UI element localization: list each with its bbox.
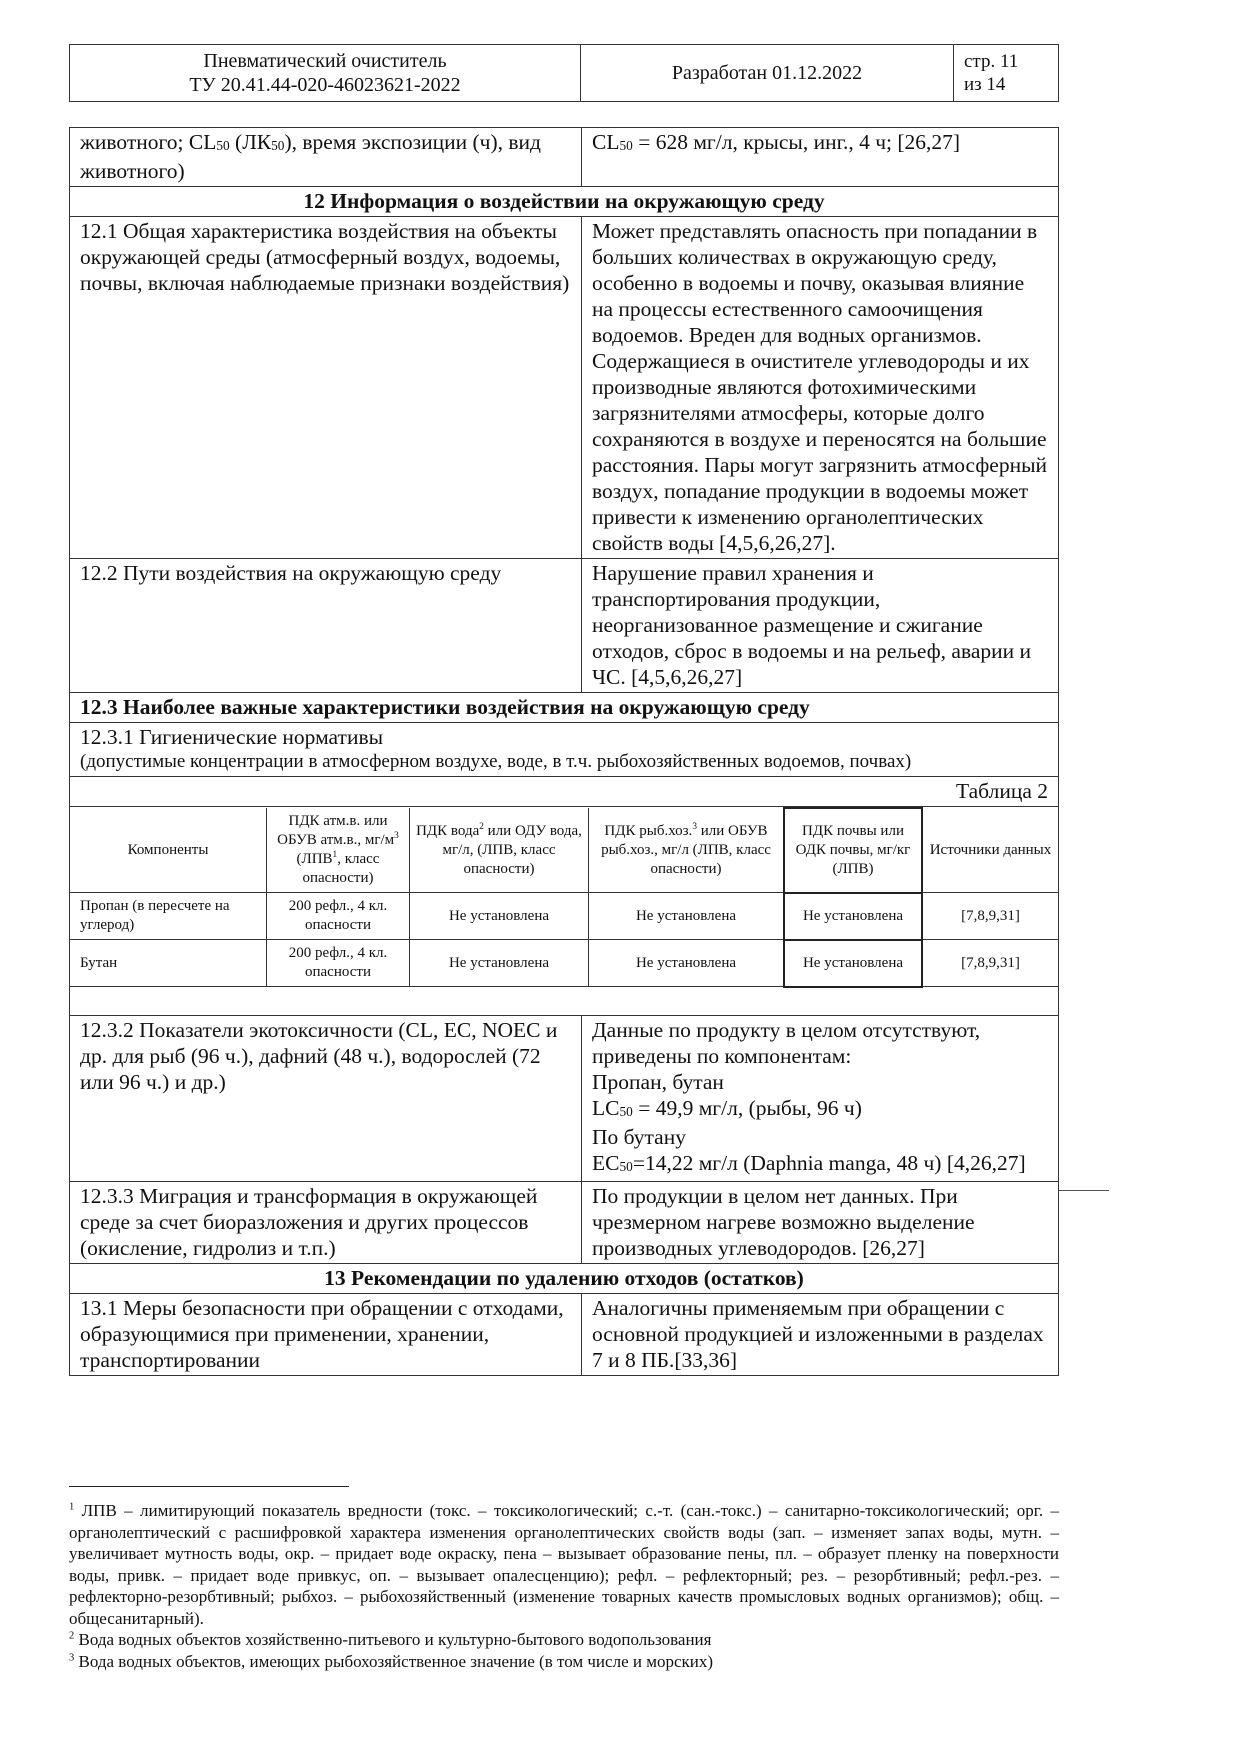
document-page <box>69 44 1059 1376</box>
cell-sources: [7,8,9,31] <box>922 893 1058 940</box>
row-value: Может представлять опасность при попадании в больших количествах в окружающую среду, особенно в водоемы и почву, оказывая влияние на процессы естественного самоочищения водоемов. Вреден для водных организмов. Содержащиеся в очистителе углеводороды и их производные являются фотохимическими загрязнителями атмосферы, которые долго сохраняются в воздухе и переносятся на большие расстояния. Пары могут загрязнить атмосферный воздух, попадание продукции в водоемы может привести к изменению органолептических свойств воды [4,5,6,26,27]. <box>582 217 1059 559</box>
section-heading-row <box>70 187 1059 217</box>
table-row <box>70 217 1059 559</box>
inner-header-row <box>70 808 1058 893</box>
header-page-number <box>954 45 1059 102</box>
header-title: Пневматический очиститель <box>203 50 447 72</box>
col-header-sources: Источники данных <box>922 808 1058 893</box>
section-12-heading: 12 Информация о воздействии на окружающую среду <box>70 187 1059 217</box>
header-spec: ТУ 20.41.44-020-46023621-2022 <box>189 74 461 96</box>
table-row <box>70 559 1059 693</box>
footnote-2: $^2$ Вода водных объектов хозяйственно-питьевого и культурно-бытового водопользования <box>69 1630 712 1649</box>
table-row <box>70 128 1059 187</box>
table-label: Таблица 2 <box>70 777 1059 807</box>
cell-fish-water: Не установлена <box>589 940 785 987</box>
cell-fish-water: Не установлена <box>589 893 785 940</box>
page-current: стр. 11 <box>964 51 1019 72</box>
sds-table <box>69 127 1059 1376</box>
section-heading-row <box>70 693 1059 723</box>
cell-air: 200 рефл., 4 кл. опасности <box>267 940 410 987</box>
cell-air: 200 рефл., 4 кл. опасности <box>267 893 410 940</box>
cell-sources: [7,8,9,31] <box>922 940 1058 987</box>
row-label: 12.3.3 Миграция и трансформация в окружающей среде за счет биоразложения и других процессов (окисление, гидролиз и т.п.) <box>70 1181 582 1263</box>
empty-spacer <box>70 988 1059 1016</box>
col-header-components: Компоненты <box>70 808 267 893</box>
hygiene-norms-table <box>70 807 1058 988</box>
row-value: Аналогичны применяемым при обращении с основной продукцией и изложенными в разделах 7 и 8 ПБ.[33,36] <box>582 1293 1059 1375</box>
header-title-cell <box>70 45 581 102</box>
col-header-fish-water: ПДК рыб.хоз.$^3$ или ОБУВ рыб.хоз., мг/л (ЛПВ, класс опасности) <box>589 808 785 893</box>
cell-component: Пропан (в пересчете на углерод) <box>70 893 267 940</box>
cell-water: Не установлена <box>410 893 589 940</box>
col-header-water: ПДК вода$^2$ или ОДУ вода, мг/л, (ЛПВ, класс опасности) <box>410 808 589 893</box>
footnote-3: $^3$ Вода водных объектов, имеющих рыбохозяйственное значение (в том числе и морских) <box>69 1651 714 1671</box>
section-13-heading: 13 Рекомендации по удалению отходов (остатков) <box>70 1263 1059 1293</box>
cell-component: Бутан <box>70 940 267 987</box>
table-row <box>70 1293 1059 1375</box>
inner-table-row <box>70 807 1059 988</box>
spacer-row <box>70 988 1059 1016</box>
col-header-air: ПДК атм.в. или ОБУВ атм.в., $мг/м^3$ (ЛПВ$^1$, класс опасности) <box>267 808 410 893</box>
subsection-note: (допустимые концентрации в атмосферном воздухе, воде, в т.ч. рыбохозяйственных водоемов, почвах) <box>80 751 912 772</box>
footnote-1: $^1$ ЛПВ – лимитирующий показатель вредности (токс. – токсикологический; с.-т. (сан.-токс.) – санитарно-токсикологический; орг. – органолептический с расшифровкой характера изменения органолептических свойств воды (зап. – изменяет запах воды, мутн. – увеличивает мутность воды, окр. – придает воде окраску, пена – вызывает образование пены, пл. – образует пленку на поверхности воды, привк. – придает воде привкус, оп. – вызывает опалесценцию); рефл. – рефлекторный; рез. – резорбтивный; рефл.-рез. – рефлекторно-резорбтивный; рыбхоз. – рыбохозяйственный (изменение товарных качеств промысловых водных организмов); общ. – общесанитарный). <box>69 1501 1059 1628</box>
row-value: По продукции в целом нет данных. При чрезмерном нагреве возможно выделение производных углеводородов. [26,27] <box>582 1181 1059 1263</box>
inner-table-container <box>70 807 1059 988</box>
cell-soil: Не установлена <box>784 893 922 940</box>
footnotes <box>69 1500 1059 1672</box>
row-label: 12.3.2 Показатели экотоксичности (CL, EC, NOEC и др. для рыб (96 ч.), дафний (48 ч.), водорослей (72 или 96 ч.) и др.) <box>70 1015 582 1181</box>
table-label-row <box>70 777 1059 807</box>
subsection-title: 12.3.1 Гигиенические нормативы <box>80 725 384 749</box>
table-row <box>70 723 1059 777</box>
row-label: животного; $CL_{50}$ $(ЛК_{50})$, время экспозиции (ч), вид животного) <box>70 128 582 187</box>
row-label: 12.1 Общая характеристика воздействия на объекты окружающей среды (атмосферный воздух, водоемы, почвы, включая наблюдаемые признаки воздействия) <box>70 217 582 559</box>
stray-line <box>1059 1190 1109 1191</box>
row-value: Нарушение правил хранения и транспортирования продукции, неорганизованное размещение и сжигание отходов, сброс в водоемы и на рельеф, аварии и ЧС. [4,5,6,26,27] <box>582 559 1059 693</box>
cell-water: Не установлена <box>410 940 589 987</box>
table-row <box>70 1015 1059 1181</box>
subsection-12-3-1 <box>70 723 1059 777</box>
inner-data-row <box>70 893 1058 940</box>
inner-data-row <box>70 940 1058 987</box>
row-value: $CL_{50} = 628$ мг/л, крысы, инг., 4 ч; [26,27] <box>582 128 1059 187</box>
section-heading-row <box>70 1263 1059 1293</box>
row-label: 12.2 Пути воздействия на окружающую среду <box>70 559 582 693</box>
row-label: 13.1 Меры безопасности при обращении с отходами, образующимися при применении, хранении, транспортировании <box>70 1293 582 1375</box>
table-row <box>70 1181 1059 1263</box>
row-value: Данные по продукту в целом отсутствуют, приведены по компонентам: Пропан, бутан $LC_{50} = 49,9$ мг/л, (рыбы, 96 ч) По бутану $EC_{50}=14,22$ мг/л (Daphnia manga, 48 ч) [4,26,27] <box>582 1015 1059 1181</box>
page-header-table <box>69 44 1059 102</box>
header-developed: Разработан 01.12.2022 <box>581 45 954 102</box>
page-total: из 14 <box>964 74 1006 95</box>
col-header-soil: ПДК почвы или ОДК почвы, мг/кг (ЛПВ) <box>784 808 922 893</box>
cell-soil: Не установлена <box>784 940 922 987</box>
footnote-separator <box>69 1486 349 1487</box>
section-12-3-heading: 12.3 Наиболее важные характеристики воздействия на окружающую среду <box>70 693 1059 723</box>
